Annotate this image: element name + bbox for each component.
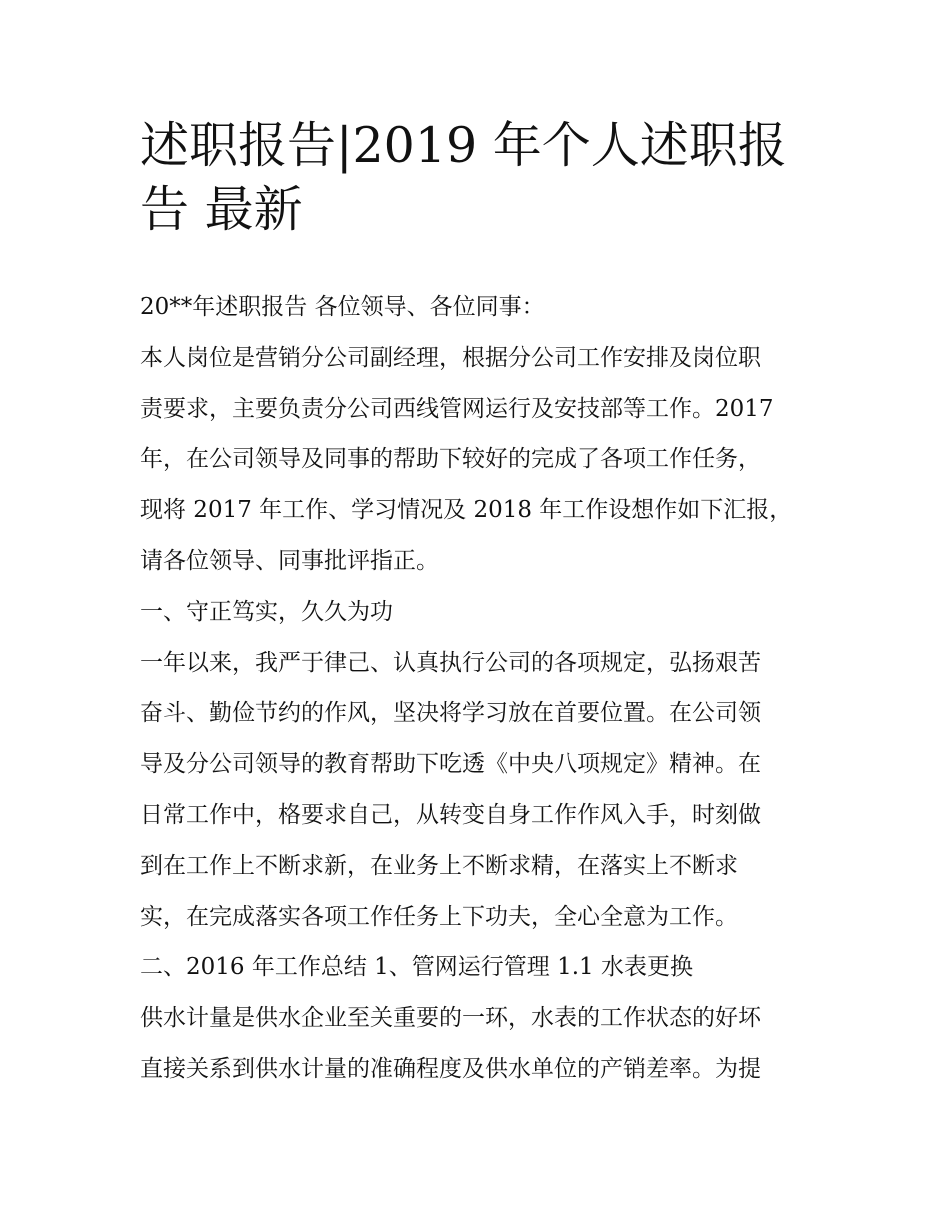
salutation-line: 20**年述职报告 各位领导、各位同事： — [140, 294, 545, 320]
paragraph-line: 现将 2017 年工作、学习情况及 2018 年工作设想作如下汇报， — [140, 497, 793, 524]
paragraph-line: 日常工作中，格要求自己，从转变自身工作作风入手，时刻做 — [140, 801, 761, 828]
paragraph-line: 一年以来，我严于律己、认真执行公司的各项规定，弘扬艰苦 — [140, 649, 761, 676]
section-heading: 二、2016 年工作总结 1、管网运行管理 1.1 水表更换 — [140, 954, 693, 981]
paragraph-line: 责要求，主要负责分公司西线管网运行及安技部等工作。2017 — [140, 395, 774, 422]
paragraph-line: 供水计量是供水企业至关重要的一环，水表的工作状态的好坏 — [140, 1005, 761, 1032]
paragraph-line: 导及分公司领导的教育帮助下吃透《中央八项规定》精神。在 — [140, 751, 761, 778]
paragraph-line: 直接关系到供水计量的准确程度及供水单位的产销差率。为提 — [140, 1055, 761, 1082]
title-line: 述职报告|2019 年个人述职报 — [140, 117, 787, 174]
paragraph-line: 到在工作上不断求新，在业务上不断求精，在落实上不断求 — [140, 852, 738, 879]
paragraph-line: 实，在完成落实各项工作任务上下功夫，全心全意为工作。 — [140, 903, 738, 930]
section-heading: 一、守正笃实，久久为功 — [140, 598, 393, 625]
paragraph-line: 本人岗位是营销分公司副经理，根据分公司工作安排及岗位职 — [140, 344, 761, 371]
paragraph-line: 年，在公司领导及同事的帮助下较好的完成了各项工作任务， — [140, 446, 761, 473]
document-body — [140, 282, 830, 1095]
paragraph-line: 请各位领导、同事批评指正。 — [140, 547, 439, 574]
paragraph-line: 奋斗、勤俭节约的作风，坚决将学习放在首要位置。在公司领 — [140, 700, 761, 727]
title-line: 告 最新 — [140, 181, 303, 238]
document-title — [140, 114, 820, 242]
